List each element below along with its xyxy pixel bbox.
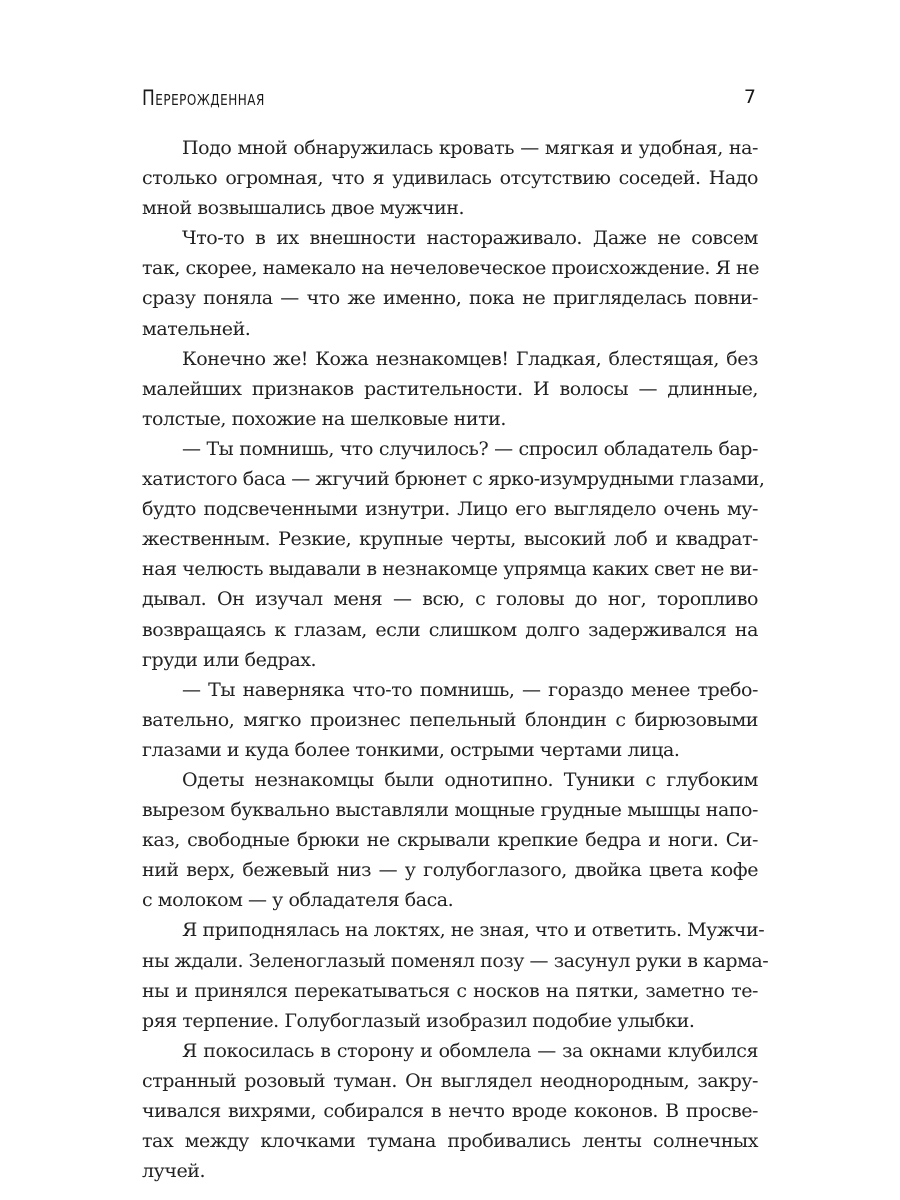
body-text <box>142 133 769 1186</box>
text-line: вательно, мягко произнес пепельный блондин с бирюзовыми <box>142 708 758 731</box>
text-line: ная челюсть выдавали в незнакомце упрямца каких свет не ви- <box>142 558 758 581</box>
paragraph <box>142 1036 758 1186</box>
text-line: лучей. <box>142 1160 206 1183</box>
text-line: малейших признаков растительности. И волосы — длинные, <box>142 377 758 400</box>
text-line: каз, свободные брюки не скрывали крепкие бедра и ноги. Си- <box>142 829 758 852</box>
text-line: Что-то в их внешности настораживало. Даже не совсем <box>182 227 758 250</box>
text-line: Я покосилась в сторону и обомлела — за окнами клубился <box>182 1039 758 1062</box>
running-title: Перерожденная <box>142 86 265 111</box>
paragraph <box>142 434 765 675</box>
text-line: столько огромная, что я удивилась отсутствию соседей. Надо <box>142 167 758 190</box>
text-line: Я приподнялась на локтях, не зная, что и ответить. Мужчи- <box>182 919 765 942</box>
text-line: Подо мной обнаружилась кровать — мягкая и удобная, на- <box>182 137 758 159</box>
page-number: 7 <box>743 86 756 108</box>
text-line: — Ты наверняка что-то помнишь, — гораздо менее требо- <box>182 678 758 701</box>
paragraph <box>142 344 758 434</box>
text-line: дывал. Он изучал меня — всю, с головы до ног, торопливо <box>142 588 758 611</box>
paragraph <box>142 915 769 1035</box>
text-line: — Ты помнишь, что случилось? — спросил обладатель бар- <box>182 437 758 460</box>
text-line: мательней. <box>142 317 251 340</box>
text-line: вырезом буквально выставляли мощные грудные мышцы напо- <box>142 799 758 822</box>
text-line: Конечно же! Кожа незнакомцев! Гладкая, блестящая, без <box>182 347 758 370</box>
text-line: ряя терпение. Голубоглазый изобразил подобие улыбки. <box>142 1009 695 1032</box>
text-line: возвращаясь к глазам, если слишком долго задерживался на <box>142 618 758 641</box>
text-line: так, скорее, намекало на нечеловеческое происхождение. Я не <box>142 257 760 280</box>
text-line: груди или бедрах. <box>142 648 317 671</box>
paragraph <box>142 133 758 223</box>
text-line: ны ждали. Зеленоглазый поменял позу — засунул руки в карма- <box>142 949 769 972</box>
text-line: мной возвышались двое мужчин. <box>142 197 465 220</box>
paragraph <box>142 675 758 765</box>
text-line: ны и принялся перекатываться с носков на пятки, заметно те- <box>142 979 758 1002</box>
paragraph <box>142 223 758 343</box>
text-line: будто подсвеченными изнутри. Лицо его выглядело очень му- <box>142 498 758 521</box>
text-line: Одеты незнакомцы были однотипно. Туники с глубоким <box>182 768 758 791</box>
text-line: толстые, похожие на шелковые нити. <box>142 407 506 430</box>
text-line: глазами и куда более тонкими, острыми чертами лица. <box>142 738 680 761</box>
text-line: с молоком — у обладателя баса. <box>142 889 454 912</box>
text-line: жественным. Резкие, крупные черты, высокий лоб и квадрат- <box>142 528 758 551</box>
text-line: ний верх, бежевый низ — у голубоглазого, двойка цвета кофе <box>142 859 758 882</box>
running-head <box>142 86 756 114</box>
text-line: сразу поняла — что же именно, пока не пригляделась повни- <box>142 287 758 310</box>
text-line: чивался вихрями, собирался в нечто вроде коконов. В просве- <box>142 1100 758 1122</box>
text-line: тах между клочками тумана пробивались ленты солнечных <box>142 1130 758 1153</box>
paragraph <box>142 765 758 915</box>
text-line: хатистого баса — жгучий брюнет с ярко-изумрудными глазами, <box>142 468 765 491</box>
text-line: странный розовый туман. Он выглядел неоднородным, закру- <box>142 1069 758 1092</box>
